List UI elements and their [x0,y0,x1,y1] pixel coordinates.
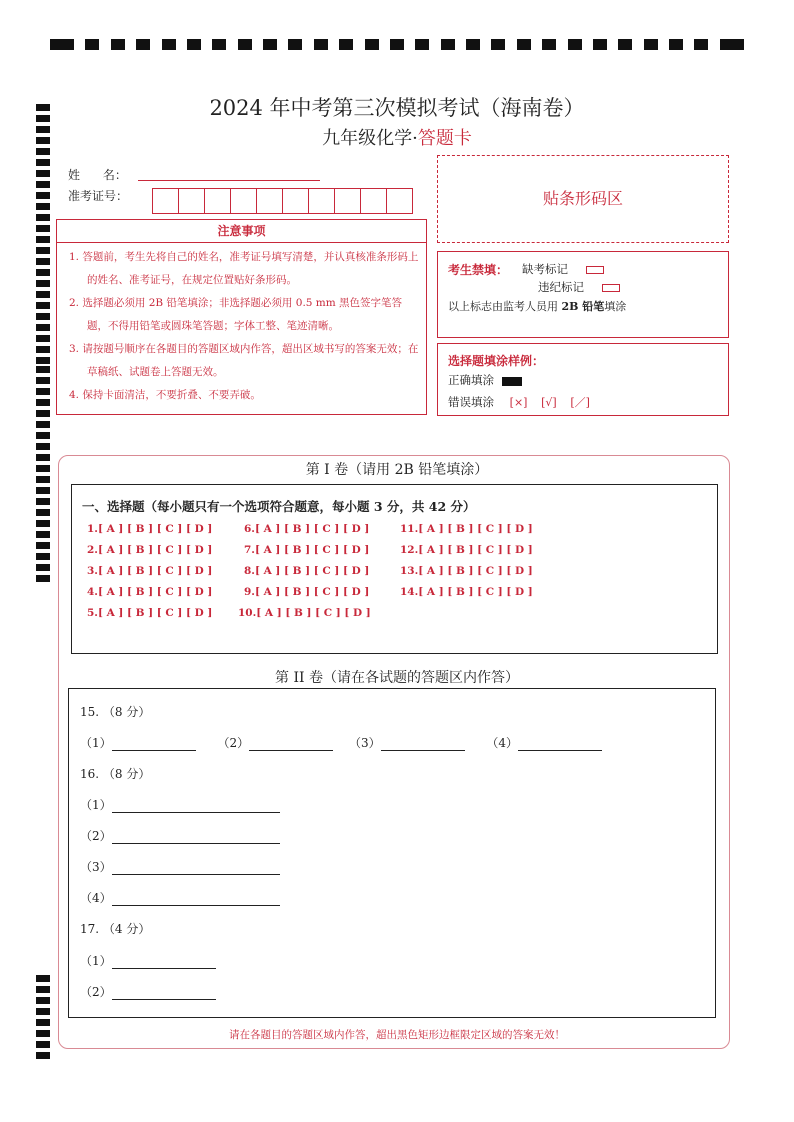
q15-part1-label: （1） [80,736,112,750]
q16-part2-label: （2） [80,829,112,843]
q15-part2-line[interactable] [249,736,333,751]
subtitle-subject: 九年级化学· [322,128,418,149]
choice-question-6[interactable]: 6.[ A ] [ B ] [ C ] [ D ] [244,523,370,535]
choice-question-2[interactable]: 2.[ A ] [ B ] [ C ] [ D ] [87,544,213,556]
correct-sample-row [448,372,522,388]
notice-title: 注意事项 [57,220,426,243]
choice-question-12[interactable]: 12.[ A ] [ B ] [ C ] [ D ] [400,544,533,556]
subtitle-card: 答题卡 [417,128,472,149]
forbidden-label: 考生禁填： [448,263,509,277]
q16-part3-label: （3） [80,860,112,874]
absent-mark-box[interactable] [586,266,604,274]
q15-part2-label: （2） [217,736,250,750]
wrong-mark-check: [√] [541,396,557,409]
notice-item: 2. 选择题必须用 2B 铅笔填涂；非选择题必须用 0.5 mm 黑色签字笔答题，不得用铅笔或圆珠笔答题；字体工整、笔迹清晰。 [69,297,403,332]
choice-question-5[interactable]: 5.[ A ] [ B ] [ C ] [ D ] [87,607,213,619]
barcode-area [437,155,729,243]
q16-label: 16. （8 分） [80,767,151,781]
q15-row [80,734,602,751]
choice-question-3[interactable]: 3.[ A ] [ B ] [ C ] [ D ] [87,565,213,577]
absent-label: 缺考标记 [522,262,568,276]
part2-title: 第 II 卷（请在各试题的答题区内作答） [275,670,519,686]
violation-mark-box[interactable] [602,284,620,292]
violation-label: 违纪标记 [538,280,584,294]
absent-mark-row [522,261,604,277]
violation-mark-row [538,279,620,295]
q16-part2-line[interactable] [112,829,280,844]
q15-part4-label: （4） [486,736,519,750]
q17-part2-label: （2） [80,985,112,999]
wrong-label: 错误填涂 [448,395,494,409]
choice-question-8[interactable]: 8.[ A ] [ B ] [ C ] [ D ] [244,565,370,577]
choice-question-1[interactable]: 1.[ A ] [ B ] [ C ] [ D ] [87,523,213,535]
left-timing-marks-bottom [36,975,50,1063]
q17-part1-line[interactable] [112,954,216,969]
q17-row-1 [80,952,216,969]
q16-part4-label: （4） [80,891,112,905]
choice-question-7[interactable]: 7.[ A ] [ B ] [ C ] [ D ] [244,544,370,556]
wrong-sample-row [448,394,590,410]
q17-label: 17. （4 分） [80,922,151,936]
correct-label: 正确填涂 [448,373,494,387]
wrong-mark-slash: [／] [570,396,590,409]
notice-item: 4. 保持卡面清洁，不要折叠、不要弄破。 [69,389,261,401]
q15-part3-label: （3） [348,736,381,750]
forbidden-note-post: 填涂 [604,300,627,313]
choice-question-11[interactable]: 11.[ A ] [ B ] [ C ] [ D ] [400,523,533,535]
choice-question-13[interactable]: 13.[ A ] [ B ] [ C ] [ D ] [400,565,533,577]
q15-part4-line[interactable] [518,736,602,751]
choice-question-4[interactable]: 4.[ A ] [ B ] [ C ] [ D ] [87,586,213,598]
notice-list [57,243,426,407]
page-subtitle [0,124,794,150]
exam-id-boxes[interactable] [152,188,412,214]
q16-part3-line[interactable] [112,860,280,875]
q17-row-2 [80,983,216,1000]
q16-row-2 [80,827,280,844]
forbidden-note-bold: 2B 铅笔 [561,300,605,313]
q16-part4-line[interactable] [112,891,280,906]
examiner-only-box [437,251,729,338]
part1-title: 第 I 卷（请用 2B 铅笔填涂） [305,462,489,478]
notice-item: 3. 请按题号顺序在各题目的答题区域内作答，超出区域书写的答案无效；在草稿纸、试题卷上答题无效。 [69,343,419,378]
q15-part3-line[interactable] [381,736,465,751]
fill-sample-box [437,343,729,416]
q16-part1-label: （1） [80,798,112,812]
exam-id-label: 准考证号： [68,189,129,203]
wrong-mark-x: [×] [509,396,528,409]
q15-label: 15. （8 分） [80,705,151,719]
page-title: 2024 年中考第三次模拟考试（海南卷） [209,96,585,120]
footer-warning: 请在各题目的答题区域内作答，超出黑色矩形边框限定区域的答案无效！ [229,1029,565,1041]
q15-part1-line[interactable] [112,736,196,751]
q16-row-4 [80,889,280,906]
name-field[interactable] [138,180,320,181]
choice-question-9[interactable]: 9.[ A ] [ B ] [ C ] [ D ] [244,586,370,598]
choice-section-title: 一、选择题（每小题只有一个选项符合题意，每小题 3 分，共 42 分） [82,499,476,514]
q16-part1-line[interactable] [112,798,280,813]
choice-question-10[interactable]: 10.[ A ] [ B ] [ C ] [ D ] [238,607,371,619]
q17-part2-line[interactable] [112,985,216,1000]
q17-part1-label: （1） [80,954,112,968]
barcode-label: 贴条形码区 [542,189,623,208]
filled-mark-sample [502,377,522,386]
q16-row-3 [80,858,280,875]
forbidden-note-pre: 以上标志由监考人员用 [448,300,562,313]
q16-row-1 [80,796,280,813]
choice-question-14[interactable]: 14.[ A ] [ B ] [ C ] [ D ] [400,586,533,598]
top-timing-marks [50,39,744,51]
name-label: 姓 名： [68,168,127,182]
sample-title: 选择题填涂样例： [448,354,545,368]
forbidden-note [448,298,626,314]
notice-item: 1. 答题前，考生先将自己的姓名，准考证号填写清楚，并认真核准条形码上的姓名、准考证号，在规定位置贴好条形码。 [69,251,419,286]
notice-box [56,219,427,415]
